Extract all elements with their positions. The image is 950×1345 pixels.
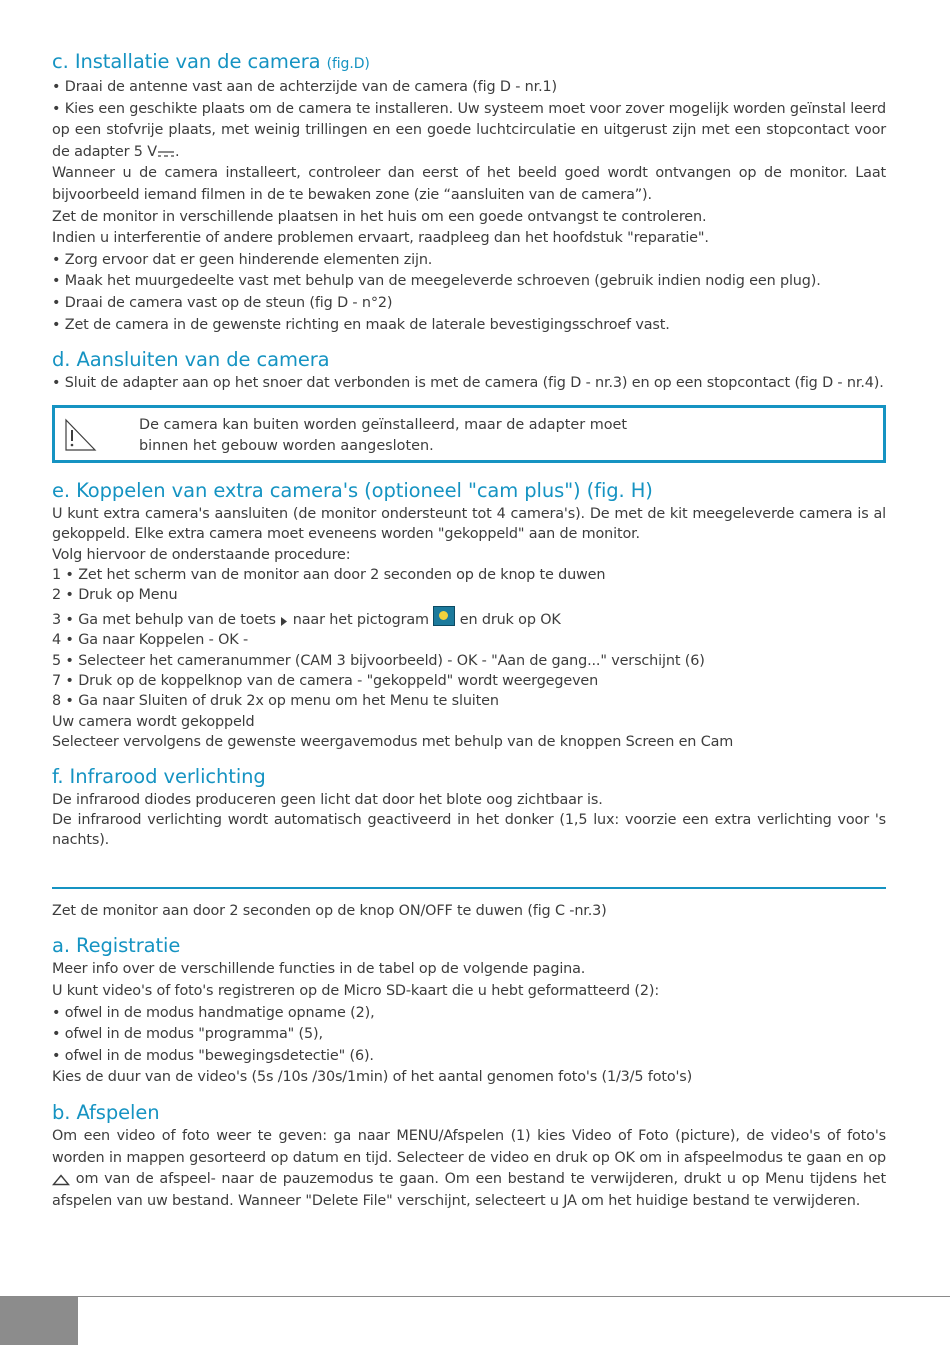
c-line-4: Zet de monitor in verschillende plaatsen in het huis om een goede ontvangst te controleren. (52, 208, 707, 225)
e-step-3 (52, 606, 886, 630)
e-step-5: 5 • Selecteer het cameranummer (CAM 3 bijvoorbeeld) - OK - "Aan de gang..." verschijnt (6) (52, 652, 705, 669)
a-line-3: • ofwel in de modus handmatige opname (2), (52, 1004, 375, 1021)
e-select: Selecteer vervolgens de gewenste weergavemodus met behulp van de knoppen Screen en Cam (52, 734, 734, 751)
a-line-2: U kunt video's of foto's registreren op de Micro SD-kaart die u hebt geformatteerd (2): (52, 983, 660, 999)
section-divider (52, 887, 886, 889)
section-f-title: f. Infrarood verlichting (52, 764, 266, 788)
a-line-6: Kies de duur van de video's (5s /10s /30s/1min) of het aantal genomen foto's (1/3/5 foto's) (52, 1069, 693, 1086)
c-line-6: • Zorg ervoor dat er geen hinderende elementen zijn. (52, 251, 433, 268)
a-line-4: • ofwel in de modus "programma" (5), (52, 1026, 323, 1043)
footer-page-tab (0, 1297, 78, 1345)
section-e-title: e. Koppelen van extra camera's (optioneel "cam plus") (fig. H) (52, 478, 653, 502)
c-line-1: • Draai de antenne vast aan de achterzijde van de camera (fig D - nr.1) (52, 79, 557, 95)
e-step-7: 7 • Druk op de koppelknop van de camera - "gekoppeld" wordt weergegeven (52, 672, 599, 689)
e-procedure: Volg hiervoor de onderstaande procedure: (52, 546, 351, 563)
e-done: Uw camera wordt gekoppeld (52, 713, 255, 730)
triangle-up-icon (52, 1174, 70, 1186)
b-paragraph (52, 1126, 886, 1212)
monitor-on-instruction: Zet de monitor aan door 2 seconden op de knop ON/OFF te duwen (fig C -nr.3) (52, 902, 607, 919)
section-c-figref: (fig.D) (326, 56, 370, 72)
e-step-8: 8 • Ga naar Sluiten of druk 2x op menu om het Menu te sluiten (52, 693, 499, 710)
b-text-a: Om een video of foto weer te geven: ga naar MENU/Afspelen (1) kies Video of Foto (picture), de video's of foto's worden in mappen gesorteerd op datum en tijd. Selecteer de video en druk op OK om in afspeelmodus te gaan en op (52, 1127, 886, 1166)
b-text-b: om van de afspeel- naar de pauzemodus te gaan. Om een bestand te verwijderen, drukt u op Menu tijdens het afspelen van uw bestand. Wanneer "Delete File" verschijnt, selecteert u JA om het huidige bestand te verwijderen. (52, 1171, 886, 1209)
manual-page (52, 50, 886, 1212)
footer-line (0, 1296, 950, 1297)
c-line-2: • Kies een geschikte plaats om de camera te installeren. Uw systeem moet voor zover mogelijk worden geïnstal leerd op een stofvrije plaats, met weinig trillingen en een goede luchtcirculatie en uitgerust zijn met een stopcontact voor de adapter 5 V . (52, 100, 886, 160)
pairing-pictogram-icon (433, 606, 455, 626)
e-intro: U kunt extra camera's aansluiten (de monitor ondersteunt tot 4 camera's). De met de kit meegeleverde camera is al gekoppeld. Elke extra camera moet eveneens worden "gekoppeld" aan de monitor. (52, 505, 886, 543)
c-line-5: Indien u interferentie of andere problemen ervaart, raadpleeg dan het hoofdstuk "reparatie". (52, 230, 709, 247)
section-d-title: d. Aansluiten van de camera (52, 348, 330, 372)
c-line-2-text: • Kies een geschikte plaats om de camera te installeren. Uw systeem moet voor zover mogelijk worden geïnstal leerd op een stofvrije plaats, met weinig trillingen en een goede luchtcirculatie en uitgerust zijn met een stopcontact voor de adapter 5 V (52, 100, 886, 160)
c-line-9: • Zet de camera in de gewenste richting en maak de laterale bevestigingsschroef vast. (52, 316, 670, 333)
e-step-3-a: 3 • Ga met behulp van de toets (52, 611, 276, 628)
warning-line-1: De camera kan buiten worden geïnstalleerd, maar de adapter moet (139, 416, 628, 433)
warning-icon (63, 418, 97, 452)
section-c-title: c. Installatie van de camera (52, 50, 327, 73)
a-line-5: • ofwel in de modus "bewegingsdetectie" (6). (52, 1047, 374, 1064)
e-step-1: 1 • Zet het scherm van de monitor aan door 2 seconden op de knop te duwen (52, 566, 606, 583)
e-step-3-b: naar het pictogram (288, 611, 434, 628)
f-line-1: De infrarood diodes produceren geen licht dat door het blote oog zichtbaar is. (52, 791, 603, 808)
c-line-7: • Maak het muurgedeelte vast met behulp van de meegeleverde schroeven (gebruik indien nodig een plug). (52, 273, 821, 290)
a-line-1: Meer info over de verschillende functies in de tabel op de volgende pagina. (52, 961, 586, 978)
section-a-title: a. Registratie (52, 934, 181, 958)
e-step-4: 4 • Ga naar Koppelen - OK - (52, 632, 249, 649)
warning-box (52, 405, 886, 463)
warning-line-2: binnen het gebouw worden aangesloten. (139, 437, 434, 454)
section-b-title: b. Afspelen (52, 1100, 160, 1124)
section-c-heading (52, 50, 886, 76)
e-step-2: 2 • Druk op Menu (52, 587, 178, 604)
d-line: • Sluit de adapter aan op het snoer dat verbonden is met de camera (fig D - nr.3) en op een stopcontact (fig D - nr.4). (52, 375, 884, 392)
c-line-8: • Draai de camera vast op de steun (fig D - n°2) (52, 294, 393, 311)
f-line-2: De infrarood verlichting wordt automatisch geactiveerd in het donker (1,5 lux: voorzie een extra verlichting voor 's nachts). (52, 812, 886, 849)
dc-symbol-icon (157, 149, 175, 159)
e-step-3-c: en druk op OK (455, 611, 561, 628)
c-line-3: Wanneer u de camera installeert, controleer dan eerst of het beeld goed wordt ontvangen op de monitor. Laat bijvoorbeeld iemand filmen in de te bewaken zone (zie “aansluiten van de camera”). (52, 165, 886, 203)
